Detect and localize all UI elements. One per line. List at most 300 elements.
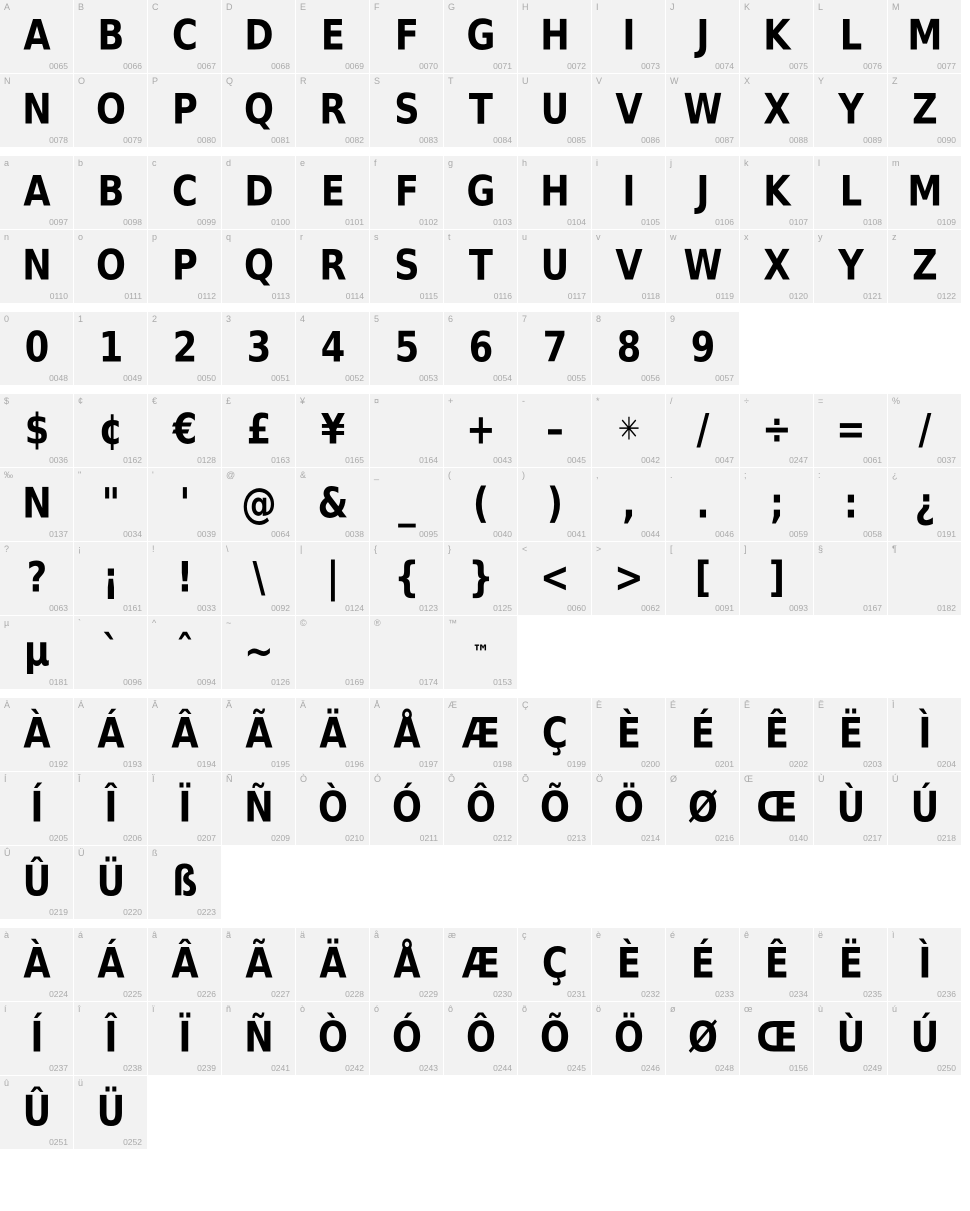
glyph-char-label: D	[226, 2, 233, 12]
glyph-cell[interactable]	[740, 394, 814, 468]
glyph-char-label: 1	[78, 314, 84, 324]
glyph-render: G	[466, 11, 495, 60]
glyph-cell[interactable]	[444, 928, 518, 1002]
glyph-cell[interactable]	[0, 772, 74, 846]
glyph-code-label: 0039	[197, 529, 216, 539]
glyph-render: 1	[98, 323, 123, 372]
glyph-code-label: 0225	[123, 989, 142, 999]
glyph-cell[interactable]	[814, 698, 888, 772]
glyph-char-label: 6	[448, 314, 454, 324]
glyph-cell[interactable]	[0, 698, 74, 772]
glyph-cell[interactable]	[518, 0, 592, 74]
glyph-render: Ù	[836, 783, 865, 832]
glyph-render: P	[172, 241, 197, 290]
glyph-render: ™	[472, 638, 489, 664]
glyph-code-label: 0209	[271, 833, 290, 843]
glyph-cell[interactable]	[814, 0, 888, 74]
glyph-cell[interactable]	[444, 1002, 518, 1076]
glyph-char-label: ì	[892, 930, 895, 940]
glyph-code-label: 0120	[789, 291, 808, 301]
glyph-cell[interactable]	[666, 698, 740, 772]
glyph-cell[interactable]	[148, 230, 222, 304]
glyph-code-label: 0239	[197, 1063, 216, 1073]
glyph-cell[interactable]	[888, 928, 962, 1002]
glyph-code-label: 0098	[123, 217, 142, 227]
glyph-cell[interactable]	[592, 1002, 666, 1076]
glyph-char-label: í	[4, 1004, 7, 1014]
glyph-code-label: 0169	[345, 677, 364, 687]
glyph-code-label: 0109	[937, 217, 956, 227]
glyph-cell[interactable]	[666, 468, 740, 542]
glyph-cell[interactable]	[666, 542, 740, 616]
glyph-char-label: >	[596, 544, 602, 554]
glyph-cell[interactable]	[74, 1076, 148, 1150]
glyph-cell[interactable]	[148, 468, 222, 542]
glyph-cell[interactable]	[370, 0, 444, 74]
glyph-code-label: 0213	[567, 833, 586, 843]
glyph-cell[interactable]	[814, 468, 888, 542]
glyph-char-label: c	[152, 158, 157, 168]
glyph-char-label: Ë	[818, 700, 825, 710]
glyph-char-label: â	[152, 930, 158, 940]
glyph-cell[interactable]	[888, 0, 962, 74]
glyph-cell[interactable]	[74, 928, 148, 1002]
glyph-render: A	[23, 167, 50, 216]
glyph-render: ?	[26, 553, 47, 602]
glyph-cell[interactable]	[222, 230, 296, 304]
glyph-cell[interactable]	[888, 468, 962, 542]
glyph-cell[interactable]	[444, 74, 518, 148]
glyph-cell[interactable]	[740, 698, 814, 772]
glyph-cell[interactable]	[444, 230, 518, 304]
glyph-cell[interactable]	[888, 156, 962, 230]
glyph-cell[interactable]	[0, 1076, 74, 1150]
glyph-cell[interactable]	[592, 928, 666, 1002]
glyph-code-label: 0223	[197, 907, 216, 917]
glyph-cell[interactable]	[888, 394, 962, 468]
glyph-render: >	[614, 553, 643, 602]
glyph-render: Q	[243, 241, 274, 290]
glyph-cell[interactable]	[0, 312, 74, 386]
glyph-cell[interactable]	[222, 698, 296, 772]
glyph-code-label: 0121	[863, 291, 882, 301]
glyph-char-label: Ñ	[226, 774, 233, 784]
glyph-render: Ô	[465, 1013, 496, 1062]
glyph-cell[interactable]	[592, 542, 666, 616]
glyph-cell[interactable]	[370, 312, 444, 386]
glyph-char-label: è	[596, 930, 602, 940]
glyph-cell[interactable]	[148, 394, 222, 468]
glyph-cell[interactable]	[148, 928, 222, 1002]
glyph-char-label: Ã	[226, 700, 233, 710]
glyph-cell[interactable]	[592, 156, 666, 230]
glyph-cell[interactable]	[0, 846, 74, 920]
glyph-char-label: &	[300, 470, 307, 480]
glyph-cell[interactable]	[814, 74, 888, 148]
glyph-cell[interactable]	[592, 394, 666, 468]
glyph-render: T	[468, 241, 493, 290]
glyph-char-label: t	[448, 232, 451, 242]
glyph-cell[interactable]	[222, 74, 296, 148]
glyph-char-label: ~	[226, 618, 232, 628]
glyph-char-label: ï	[152, 1004, 155, 1014]
glyph-cell[interactable]	[518, 74, 592, 148]
glyph-cell[interactable]	[148, 74, 222, 148]
glyph-cell[interactable]	[0, 928, 74, 1002]
glyph-code-label: 0112	[197, 291, 216, 301]
glyph-cell[interactable]	[740, 928, 814, 1002]
glyph-cell[interactable]	[592, 0, 666, 74]
glyph-cell[interactable]	[518, 772, 592, 846]
glyph-cell[interactable]	[814, 1002, 888, 1076]
glyph-cell[interactable]	[370, 772, 444, 846]
glyph-cell[interactable]	[888, 698, 962, 772]
glyph-cell[interactable]	[296, 394, 370, 468]
glyph-cell[interactable]	[222, 0, 296, 74]
glyph-cell[interactable]	[444, 772, 518, 846]
glyph-render: P	[172, 85, 197, 134]
glyph-code-label: 0078	[49, 135, 68, 145]
glyph-cell[interactable]	[296, 698, 370, 772]
glyph-cell[interactable]	[592, 698, 666, 772]
glyph-cell[interactable]	[666, 928, 740, 1002]
glyph-cell[interactable]	[666, 394, 740, 468]
glyph-cell[interactable]	[740, 74, 814, 148]
glyph-cell[interactable]	[518, 1002, 592, 1076]
glyph-code-label: 0076	[863, 61, 882, 71]
glyph-cell[interactable]	[74, 1002, 148, 1076]
glyph-code-label: 0034	[123, 529, 142, 539]
glyph-cell[interactable]	[444, 616, 518, 690]
glyph-cell[interactable]	[740, 0, 814, 74]
glyph-char-label: $	[4, 396, 10, 406]
glyph-render: Í	[30, 1013, 43, 1062]
glyph-char-label: O	[78, 76, 86, 86]
glyph-cell[interactable]	[592, 772, 666, 846]
glyph-char-label: {	[374, 544, 378, 554]
glyph-cell[interactable]	[296, 468, 370, 542]
glyph-cell[interactable]	[0, 0, 74, 74]
glyph-char-label: |	[300, 544, 303, 554]
glyph-render: –	[546, 405, 563, 454]
glyph-char-label: h	[522, 158, 528, 168]
glyph-cell[interactable]	[148, 156, 222, 230]
glyph-code-label: 0161	[123, 603, 142, 613]
glyph-char-label: ä	[300, 930, 306, 940]
glyph-code-label: 0064	[271, 529, 290, 539]
glyph-cell[interactable]	[814, 230, 888, 304]
glyph-cell[interactable]	[370, 1002, 444, 1076]
glyph-render: Ï	[178, 1013, 191, 1062]
glyph-cell[interactable]	[666, 74, 740, 148]
glyph-cell[interactable]	[222, 1002, 296, 1076]
glyph-cell[interactable]	[444, 468, 518, 542]
glyph-cell[interactable]	[148, 312, 222, 386]
glyph-char-label: Ú	[892, 774, 899, 784]
glyph-char-label: Œ	[744, 774, 753, 784]
glyph-cell[interactable]	[222, 772, 296, 846]
glyph-cell[interactable]	[814, 542, 888, 616]
glyph-code-label: 0206	[123, 833, 142, 843]
glyph-char-label: ¤	[374, 396, 380, 406]
glyph-cell[interactable]	[370, 928, 444, 1002]
glyph-char-label: ë	[818, 930, 824, 940]
glyph-cell[interactable]	[0, 616, 74, 690]
glyph-code-label: 0216	[715, 833, 734, 843]
glyph-block-accented-uppercase	[0, 698, 970, 920]
glyph-cell[interactable]	[74, 0, 148, 74]
glyph-code-label: 0083	[419, 135, 438, 145]
glyph-code-label: 0055	[567, 373, 586, 383]
glyph-cell[interactable]	[148, 542, 222, 616]
glyph-cell[interactable]	[296, 928, 370, 1002]
glyph-cell[interactable]	[74, 772, 148, 846]
glyph-cell[interactable]	[888, 230, 962, 304]
glyph-render: F	[394, 11, 419, 60]
glyph-cell[interactable]	[74, 394, 148, 468]
glyph-char-label: I	[596, 2, 599, 12]
glyph-cell[interactable]	[592, 74, 666, 148]
glyph-char-label: +	[448, 396, 454, 406]
glyph-cell[interactable]	[222, 616, 296, 690]
glyph-cell[interactable]	[296, 0, 370, 74]
glyph-cell[interactable]	[666, 312, 740, 386]
glyph-cell[interactable]	[148, 0, 222, 74]
glyph-render: A	[23, 11, 50, 60]
glyph-render: Ñ	[244, 783, 273, 832]
glyph-char-label: ™	[448, 618, 457, 628]
glyph-cell[interactable]	[370, 542, 444, 616]
glyph-cell[interactable]	[518, 542, 592, 616]
glyph-cell[interactable]	[666, 230, 740, 304]
glyph-cell[interactable]	[74, 468, 148, 542]
glyph-code-label: 0125	[493, 603, 512, 613]
glyph-code-label: 0075	[789, 61, 808, 71]
glyph-char-label: Q	[226, 76, 234, 86]
glyph-cell[interactable]	[222, 156, 296, 230]
glyph-char-label: 4	[300, 314, 306, 324]
glyph-cell[interactable]	[296, 772, 370, 846]
glyph-render: Z	[912, 85, 937, 134]
glyph-cell[interactable]	[666, 0, 740, 74]
glyph-char-label: l	[818, 158, 820, 168]
glyph-render: E	[320, 167, 345, 216]
glyph-render: ¿	[914, 479, 935, 528]
glyph-cell[interactable]	[296, 312, 370, 386]
glyph-render: "	[101, 479, 120, 528]
glyph-char-label: \	[226, 544, 229, 554]
glyph-code-label: 0102	[419, 217, 438, 227]
glyph-char-label: µ	[4, 618, 10, 628]
glyph-char-label: [	[670, 544, 673, 554]
glyph-cell[interactable]	[148, 616, 222, 690]
glyph-cell[interactable]	[814, 156, 888, 230]
glyph-cell[interactable]	[518, 468, 592, 542]
glyph-cell[interactable]	[370, 74, 444, 148]
glyph-char-label: ê	[744, 930, 750, 940]
glyph-code-label: 0124	[345, 603, 364, 613]
glyph-code-label: 0230	[493, 989, 512, 999]
glyph-render: Ö	[613, 1013, 644, 1062]
glyph-cell[interactable]	[740, 468, 814, 542]
glyph-code-label: 0104	[567, 217, 586, 227]
glyph-cell[interactable]	[370, 156, 444, 230]
glyph-cell[interactable]	[296, 156, 370, 230]
glyph-cell[interactable]	[740, 230, 814, 304]
glyph-cell[interactable]	[0, 1002, 74, 1076]
glyph-code-label: 0231	[567, 989, 586, 999]
glyph-code-label: 0048	[49, 373, 68, 383]
glyph-cell[interactable]	[666, 156, 740, 230]
glyph-render: Ø	[687, 783, 718, 832]
glyph-render: $	[24, 405, 49, 454]
glyph-char-label: ú	[892, 1004, 898, 1014]
glyph-cell[interactable]	[296, 230, 370, 304]
glyph-code-label: 0105	[641, 217, 660, 227]
glyph-cell[interactable]	[518, 312, 592, 386]
glyph-cell[interactable]	[888, 542, 962, 616]
glyph-char-label: i	[596, 158, 598, 168]
glyph-code-label: 0174	[419, 677, 438, 687]
glyph-cell[interactable]	[0, 542, 74, 616]
glyph-cell[interactable]	[0, 394, 74, 468]
glyph-cell[interactable]	[74, 312, 148, 386]
glyph-code-label: 0234	[789, 989, 808, 999]
glyph-render: Î	[104, 1013, 117, 1062]
glyph-cell[interactable]	[370, 468, 444, 542]
glyph-code-label: 0182	[937, 603, 956, 613]
glyph-char-label: Ì	[892, 700, 895, 710]
glyph-cell[interactable]	[74, 74, 148, 148]
glyph-cell[interactable]	[444, 542, 518, 616]
glyph-cell[interactable]	[888, 74, 962, 148]
glyph-render: ~	[244, 627, 273, 676]
glyph-cell[interactable]	[444, 394, 518, 468]
glyph-cell[interactable]	[814, 928, 888, 1002]
glyph-cell[interactable]	[148, 1002, 222, 1076]
glyph-cell[interactable]	[814, 394, 888, 468]
glyph-cell[interactable]	[0, 230, 74, 304]
glyph-char-label: V	[596, 76, 603, 86]
glyph-char-label: Â	[152, 700, 159, 710]
glyph-cell[interactable]	[222, 312, 296, 386]
glyph-render: Ü	[96, 1087, 125, 1136]
glyph-render: :	[843, 479, 858, 528]
glyph-cell[interactable]	[740, 156, 814, 230]
glyph-char-label: ß	[152, 848, 158, 858]
glyph-cell[interactable]	[592, 468, 666, 542]
glyph-char-label: 2	[152, 314, 158, 324]
glyph-cell[interactable]	[74, 846, 148, 920]
glyph-cell[interactable]	[148, 772, 222, 846]
glyph-cell[interactable]	[518, 698, 592, 772]
glyph-cell[interactable]	[370, 698, 444, 772]
glyph-cell[interactable]	[74, 616, 148, 690]
glyph-cell[interactable]	[740, 542, 814, 616]
glyph-cell[interactable]	[74, 542, 148, 616]
glyph-cell[interactable]	[518, 394, 592, 468]
glyph-code-label: 0167	[863, 603, 882, 613]
glyph-cell[interactable]	[444, 312, 518, 386]
glyph-render: L	[839, 11, 862, 60]
glyph-cell[interactable]	[0, 468, 74, 542]
glyph-cell[interactable]	[518, 230, 592, 304]
glyph-cell[interactable]	[222, 928, 296, 1002]
glyph-cell[interactable]	[370, 394, 444, 468]
glyph-char-label: .	[670, 470, 673, 480]
glyph-cell[interactable]	[592, 230, 666, 304]
glyph-code-label: 0242	[345, 1063, 364, 1073]
glyph-cell[interactable]	[296, 1002, 370, 1076]
glyph-block-uppercase-latin	[0, 0, 970, 148]
glyph-cell[interactable]	[148, 698, 222, 772]
glyph-cell[interactable]	[666, 1002, 740, 1076]
glyph-cell[interactable]	[370, 230, 444, 304]
glyph-code-label: 0040	[493, 529, 512, 539]
glyph-cell[interactable]	[592, 312, 666, 386]
glyph-cell[interactable]	[740, 772, 814, 846]
glyph-cell[interactable]	[888, 772, 962, 846]
glyph-cell[interactable]	[148, 846, 222, 920]
glyph-cell[interactable]	[296, 542, 370, 616]
glyph-cell[interactable]	[518, 928, 592, 1002]
glyph-cell[interactable]	[296, 74, 370, 148]
glyph-code-label: 0235	[863, 989, 882, 999]
glyph-cell[interactable]	[888, 1002, 962, 1076]
glyph-cell[interactable]	[444, 156, 518, 230]
glyph-code-label: 0074	[715, 61, 734, 71]
glyph-render: X	[763, 241, 790, 290]
glyph-cell[interactable]	[222, 394, 296, 468]
glyph-char-label: ñ	[226, 1004, 232, 1014]
glyph-cell[interactable]	[0, 156, 74, 230]
glyph-cell[interactable]	[518, 156, 592, 230]
glyph-cell[interactable]	[814, 772, 888, 846]
glyph-code-label: 0092	[271, 603, 290, 613]
glyph-char-label: ü	[78, 1078, 84, 1088]
glyph-cell[interactable]	[74, 230, 148, 304]
glyph-char-label: Ï	[152, 774, 155, 784]
glyph-char-label: =	[818, 396, 824, 406]
glyph-cell[interactable]	[444, 698, 518, 772]
glyph-char-label: s	[374, 232, 379, 242]
glyph-render: À	[23, 939, 50, 988]
glyph-cell[interactable]	[74, 698, 148, 772]
glyph-cell[interactable]	[666, 772, 740, 846]
glyph-cell[interactable]	[740, 1002, 814, 1076]
glyph-cell[interactable]	[444, 0, 518, 74]
glyph-code-label: 0207	[197, 833, 216, 843]
glyph-code-label: 0063	[49, 603, 68, 613]
glyph-cell[interactable]	[0, 74, 74, 148]
glyph-code-label: 0198	[493, 759, 512, 769]
glyph-code-label: 0243	[419, 1063, 438, 1073]
glyph-render: X	[763, 85, 790, 134]
glyph-render: 6	[468, 323, 493, 372]
glyph-code-label: 0248	[715, 1063, 734, 1073]
glyph-cell[interactable]	[222, 542, 296, 616]
glyph-cell[interactable]	[296, 616, 370, 690]
glyph-code-label: 0060	[567, 603, 586, 613]
glyph-cell[interactable]	[74, 156, 148, 230]
glyph-code-label: 0036	[49, 455, 68, 465]
glyph-cell[interactable]	[222, 468, 296, 542]
glyph-render: Ï	[178, 783, 191, 832]
glyph-code-label: 0071	[493, 61, 512, 71]
glyph-cell[interactable]	[370, 616, 444, 690]
glyph-code-label: 0047	[715, 455, 734, 465]
glyph-render: Ù	[836, 1013, 865, 1062]
